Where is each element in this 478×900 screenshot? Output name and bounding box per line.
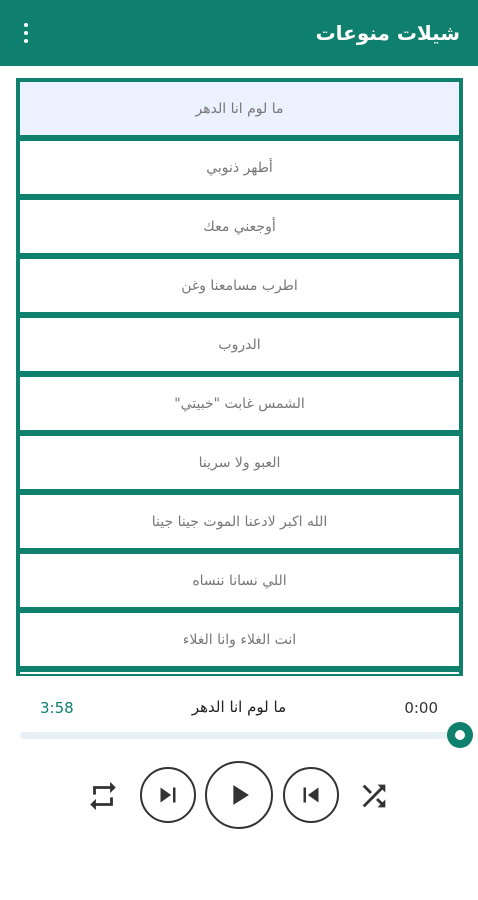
previous-button[interactable]	[283, 767, 339, 823]
app-title: شيلات منوعات	[315, 21, 460, 45]
playlist-item[interactable]: الشمس غابت "خبيتي"	[20, 377, 459, 430]
skip-previous-icon	[296, 780, 326, 810]
playlist-item[interactable]: الله اكبر لادعنا الموت جينا جينا	[20, 495, 459, 548]
now-playing-title: ما لوم انا الدهر	[191, 698, 287, 716]
next-button[interactable]	[140, 767, 196, 823]
playlist-item[interactable]: أوجعني معك	[20, 200, 459, 253]
total-time: 3:58	[40, 699, 74, 717]
playlist-item[interactable]: اللي نسانا ننساه	[20, 554, 459, 607]
more-vert-icon[interactable]	[14, 19, 38, 47]
playlist-item-partial[interactable]	[20, 672, 459, 676]
app-bar	[0, 0, 478, 66]
play-icon	[222, 778, 256, 812]
shuffle-icon	[356, 779, 392, 813]
playlist-item[interactable]: أطهر ذنوبي	[20, 141, 459, 194]
seek-thumb[interactable]	[447, 722, 473, 748]
playlist-item[interactable]: الدروب	[20, 318, 459, 371]
shuffle-button[interactable]	[356, 779, 392, 813]
repeat-icon	[86, 779, 120, 813]
playlist-item[interactable]: انت الغلاء وانا الغلاء	[20, 613, 459, 666]
playlist[interactable]	[16, 78, 463, 676]
player-controls	[0, 765, 478, 827]
seek-bar[interactable]	[20, 732, 458, 739]
playlist-item[interactable]: العبو ولا سرينا	[20, 436, 459, 489]
skip-next-icon	[153, 780, 183, 810]
repeat-button[interactable]	[86, 779, 120, 813]
current-time: 0:00	[404, 699, 438, 717]
playlist-item[interactable]: اطرب مسامعنا وغن	[20, 259, 459, 312]
play-button[interactable]	[205, 761, 273, 829]
playlist-item[interactable]: ما لوم انا الدهر	[20, 82, 459, 135]
